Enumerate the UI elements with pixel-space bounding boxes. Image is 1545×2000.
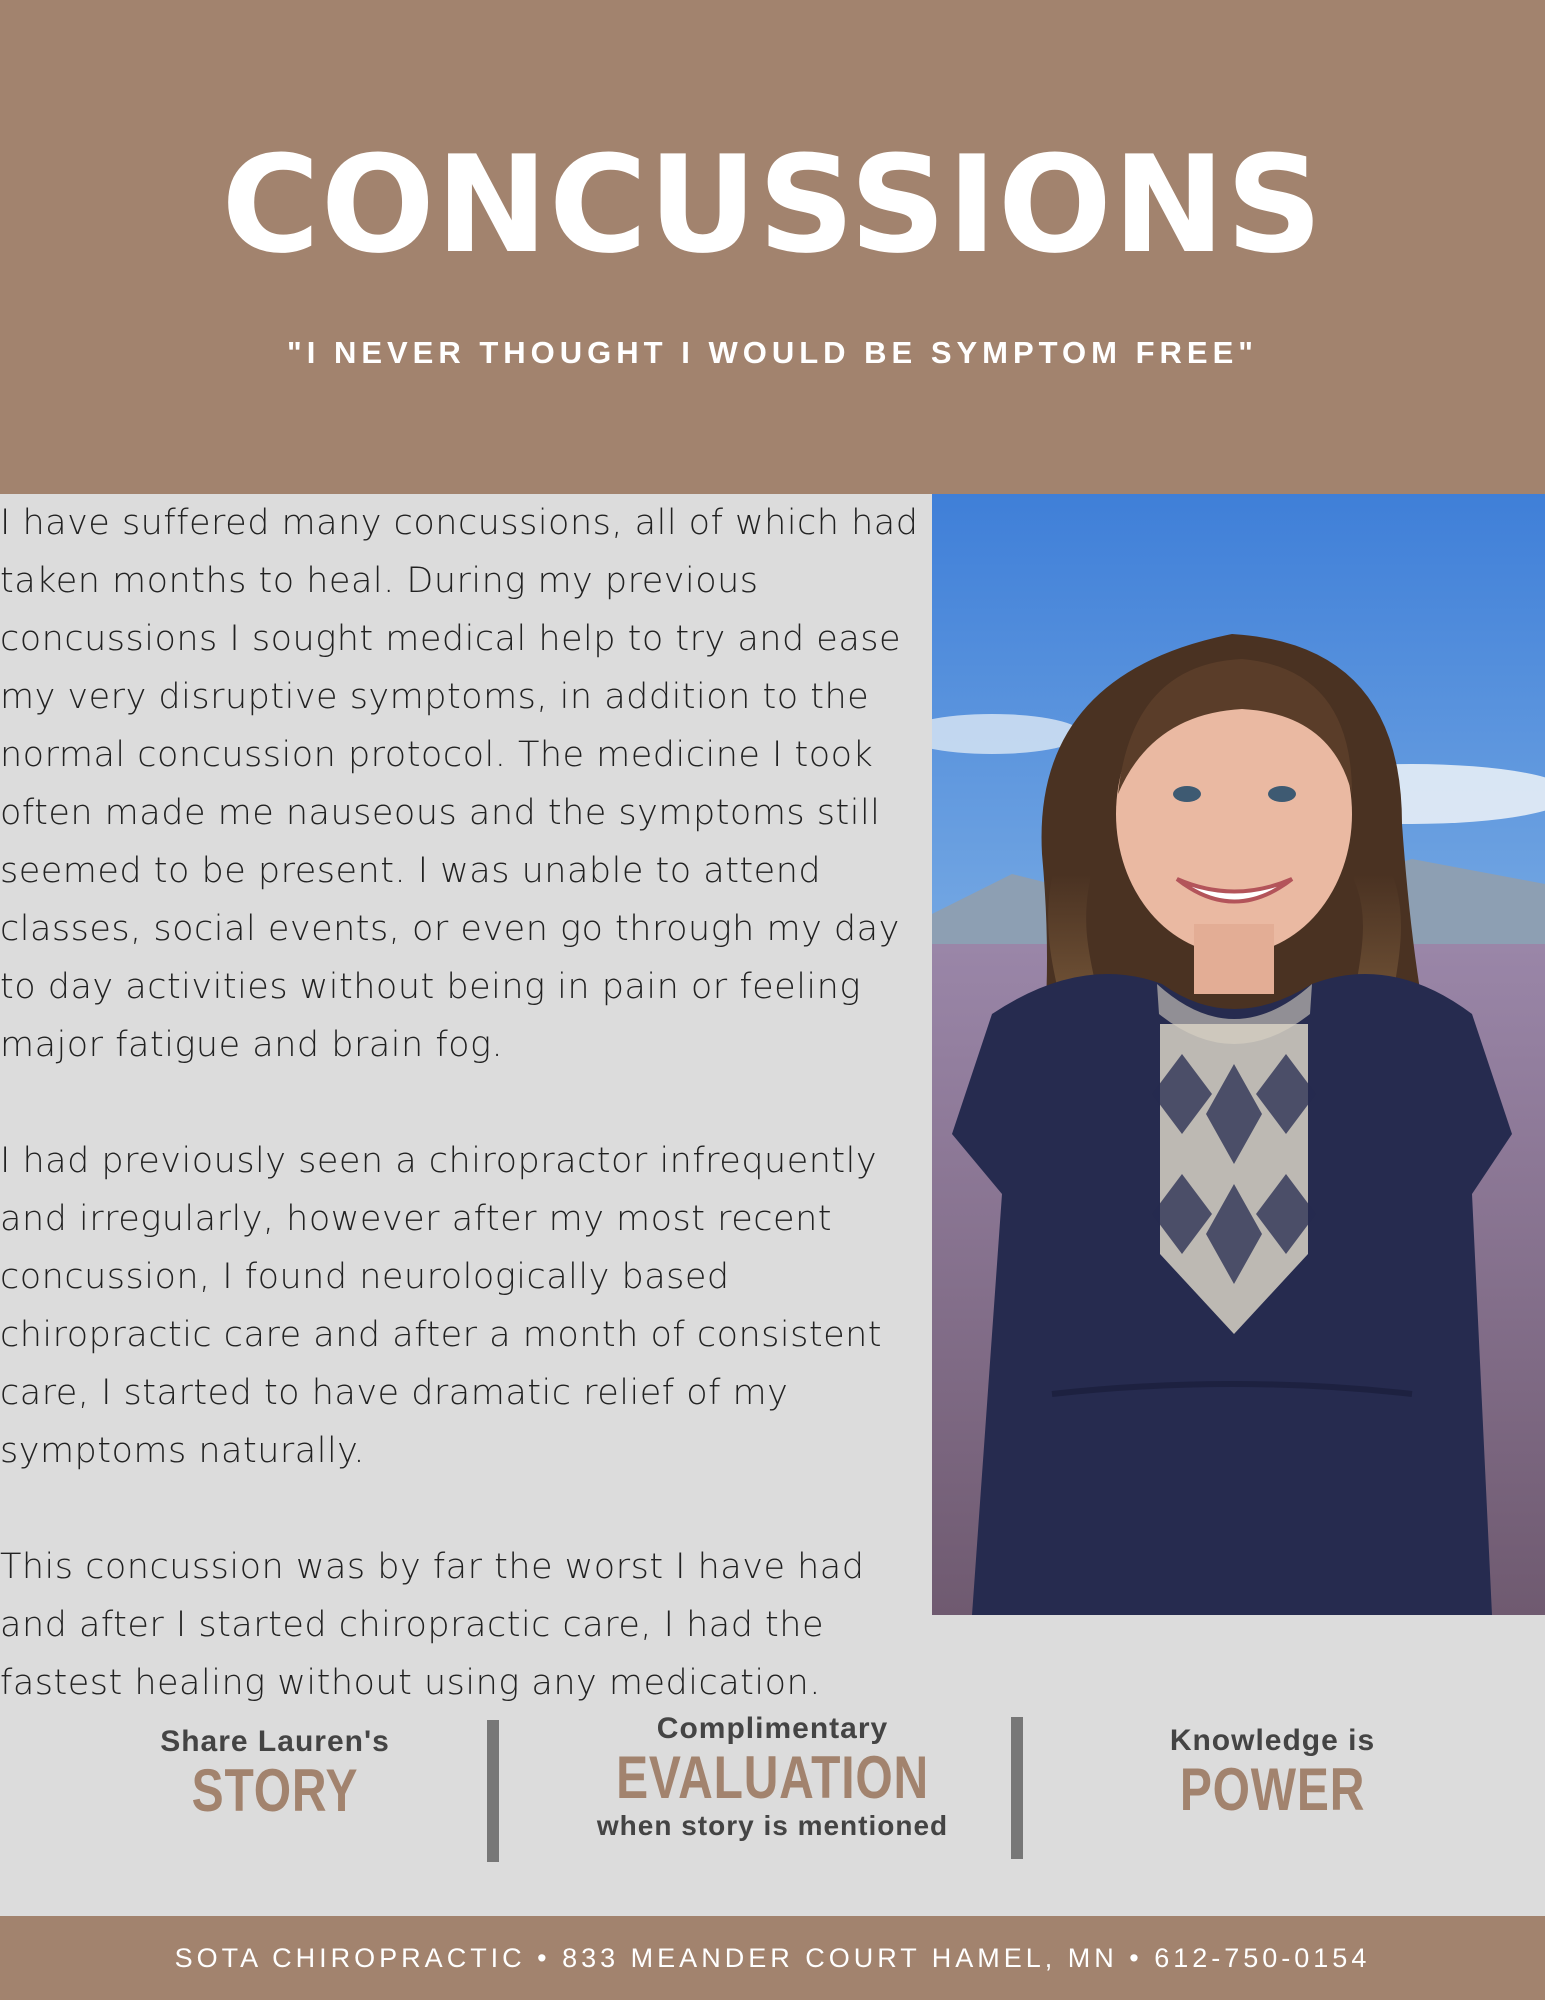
story-paragraph-2: I had previously seen a chiropractor infrequently and irregularly, however after my most recent concussion, I found neurologically based chiropractic care and after a month of consistent care, I started to have dramatic relief of my symptoms naturally.: [0, 1141, 883, 1471]
evaluation-note: when story is mentioned: [596, 1810, 949, 1841]
divider-left: [487, 1720, 499, 1862]
evaluation-label: Complimentary: [656, 1712, 889, 1745]
knowledge-callout: [1110, 1724, 1435, 1822]
page-title: CONCUSSIONS: [221, 127, 1324, 283]
share-story-callout: [110, 1725, 440, 1823]
footer-bar: [0, 1916, 1545, 2000]
share-story-label: Share Lauren's: [160, 1725, 390, 1758]
patient-photo: [932, 494, 1545, 1615]
knowledge-highlight: POWER: [1179, 1756, 1366, 1823]
evaluation-highlight: EVALUATION: [616, 1744, 929, 1811]
divider-right: [1011, 1717, 1023, 1859]
story-paragraph-1: I have suffered many concussions, all of which had taken months to heal. During my previous concussions I sought medical help to try and ease my very disruptive symptoms, in addition to the normal concussion protocol. The medicine I took often made me nauseous and the symptoms still seemed to be present. I was unable to attend classes, social events, or even go through my day to day activities without being in pain or feeling major fatigue and brain fog.: [0, 503, 919, 1065]
knowledge-label: Knowledge is: [1169, 1724, 1376, 1757]
header-banner: [0, 0, 1545, 494]
evaluation-callout: [560, 1712, 985, 1842]
contact-info: SOTA CHIROPRACTIC • 833 MEANDER COURT HAMEL, MN • 612-750-0154: [174, 1943, 1371, 1973]
share-story-highlight: STORY: [191, 1757, 359, 1824]
callout-row: [0, 1700, 1545, 1870]
testimonial-body: [0, 494, 930, 1770]
testimonial-quote: "I NEVER THOUGHT I WOULD BE SYMPTOM FREE": [287, 335, 1258, 370]
story-paragraph-3: This concussion was by far the worst I have had and after I started chiropractic care, I had the fastest healing without using any medication.: [0, 1547, 865, 1703]
